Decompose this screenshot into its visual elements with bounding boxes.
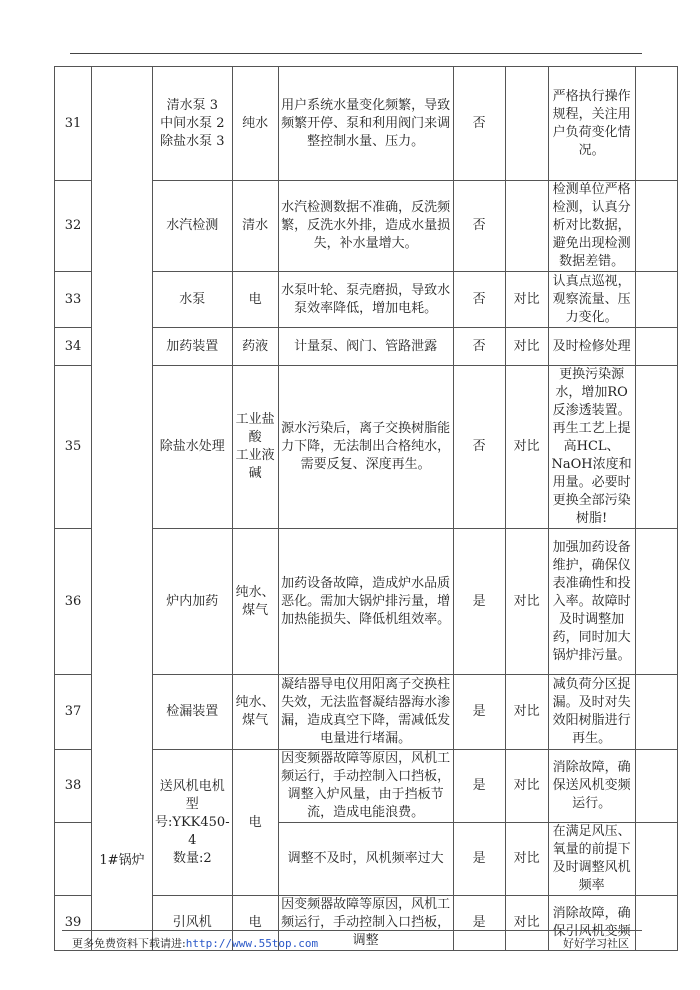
remark-cell bbox=[635, 823, 677, 896]
equipment-cell: 引风机 bbox=[153, 896, 233, 951]
measure-cell: 加强加药设备维护，确保仪表准确性和投入率。故障时及时调整加药，同时加大锅炉排污量。 bbox=[548, 529, 635, 675]
boiler-label: 1#锅炉 bbox=[99, 853, 145, 868]
row-number: 31 bbox=[55, 67, 92, 181]
row-number: 37 bbox=[55, 675, 92, 750]
row-number: 33 bbox=[55, 272, 92, 328]
description-cell: 水汽检测数据不准确，反洗频繁，反洗水外排，造成水量损失，补水量增大。 bbox=[278, 181, 453, 272]
measure-cell: 检测单位严格检测，认真分析对比数据，避免出现检测数据差错。 bbox=[548, 181, 635, 272]
footer-link[interactable]: http://www.55top.com bbox=[185, 937, 319, 950]
row-number: 35 bbox=[55, 366, 92, 529]
remark-cell bbox=[635, 529, 677, 675]
measure-cell: 在满足风压、氧量的前提下及时调整风机频率 bbox=[548, 823, 635, 896]
medium-cell: 纯水、煤气 bbox=[232, 675, 278, 750]
measure-cell: 及时检修处理 bbox=[548, 328, 635, 366]
remark-cell bbox=[635, 181, 677, 272]
medium-cell: 纯水 bbox=[232, 67, 278, 181]
description-cell: 调整不及时，风机频率过大 bbox=[278, 823, 453, 896]
measure-cell: 认真点巡视，观察流量、压力变化。 bbox=[548, 272, 635, 328]
description-cell: 加药设备故障，造成炉水品质恶化。需加大锅炉排污量，增加热能损失、降低机组效率。 bbox=[278, 529, 453, 675]
footer-rule bbox=[62, 930, 642, 931]
remark-cell bbox=[635, 328, 677, 366]
monitor-cell: 对比 bbox=[505, 529, 548, 675]
major-cell: 否 bbox=[453, 272, 505, 328]
description-cell: 因变频器故障等原因，风机工频运行，手动控制入口挡板，调整 bbox=[278, 896, 453, 951]
energy-risk-table bbox=[54, 66, 678, 951]
description-cell: 计量泵、阀门、管路泄露 bbox=[278, 328, 453, 366]
remark-cell bbox=[635, 272, 677, 328]
footer-left bbox=[72, 935, 318, 951]
table-row bbox=[55, 67, 678, 181]
major-cell: 是 bbox=[453, 675, 505, 750]
remark-cell bbox=[635, 896, 677, 951]
major-cell: 否 bbox=[453, 181, 505, 272]
major-cell: 是 bbox=[453, 750, 505, 823]
remark-cell bbox=[635, 675, 677, 750]
header-rule bbox=[70, 53, 642, 54]
measure-cell: 更换污染源水，增加RO反渗透装置。再生工艺上提高HCL、NaOH浓度和用量。必要时更换全部污染树脂! bbox=[548, 366, 635, 529]
medium-cell: 电 bbox=[232, 272, 278, 328]
row-number: 38 bbox=[55, 750, 92, 823]
medium-cell: 电 bbox=[232, 750, 278, 896]
major-cell: 否 bbox=[453, 366, 505, 529]
boiler-column bbox=[92, 67, 153, 951]
measure-cell: 严格执行操作规程，关注用户负荷变化情况。 bbox=[548, 67, 635, 181]
equipment-cell: 炉内加药 bbox=[153, 529, 233, 675]
description-cell: 因变频器故障等原因，风机工频运行，手动控制入口挡板，调整入炉风量，由于挡板节流，造成电能浪费。 bbox=[278, 750, 453, 823]
equipment-cell: 水汽检测 bbox=[153, 181, 233, 272]
medium-cell: 清水 bbox=[232, 181, 278, 272]
major-cell: 是 bbox=[453, 896, 505, 951]
monitor-cell: 对比 bbox=[505, 750, 548, 823]
monitor-cell bbox=[505, 67, 548, 181]
monitor-cell: 对比 bbox=[505, 328, 548, 366]
row-number: 39 bbox=[55, 896, 92, 951]
description-cell: 凝结器导电仪用阳离子交换柱失效，无法监督凝结器海水渗漏，造成真空下降，需减低发电量进行堵漏。 bbox=[278, 675, 453, 750]
remark-cell bbox=[635, 67, 677, 181]
measure-cell: 减负荷分区捉漏。及时对失效阳树脂进行再生。 bbox=[548, 675, 635, 750]
description-cell: 水泵叶轮、泵壳磨损，导致水泵效率降低，增加电耗。 bbox=[278, 272, 453, 328]
description-cell: 源水污染后，离子交换树脂能力下降，无法制出合格纯水，需要反复、深度再生。 bbox=[278, 366, 453, 529]
row-number: 36 bbox=[55, 529, 92, 675]
monitor-cell bbox=[505, 181, 548, 272]
equipment-cell: 检漏装置 bbox=[153, 675, 233, 750]
major-cell: 是 bbox=[453, 823, 505, 896]
remark-cell bbox=[635, 750, 677, 823]
row-number bbox=[55, 823, 92, 896]
monitor-cell: 对比 bbox=[505, 896, 548, 951]
measure-cell: 消除故障，确保送风机变频运行。 bbox=[548, 750, 635, 823]
major-cell: 否 bbox=[453, 328, 505, 366]
monitor-cell: 对比 bbox=[505, 366, 548, 529]
equipment-cell: 水泵 bbox=[153, 272, 233, 328]
monitor-cell: 对比 bbox=[505, 823, 548, 896]
equipment-cell: 送风机电机型号:YKK450-4 数量:2 bbox=[153, 750, 233, 896]
row-number: 32 bbox=[55, 181, 92, 272]
monitor-cell: 对比 bbox=[505, 675, 548, 750]
remark-cell bbox=[635, 366, 677, 529]
medium-cell: 电 bbox=[232, 896, 278, 951]
footer-site: 好好学习社区 bbox=[563, 937, 629, 950]
medium-cell: 药液 bbox=[232, 328, 278, 366]
row-number: 34 bbox=[55, 328, 92, 366]
major-cell: 是 bbox=[453, 529, 505, 675]
medium-cell: 纯水、煤气 bbox=[232, 529, 278, 675]
description-cell: 用户系统水量变化频繁，导致频繁开停、泵和利用阀门来调整控制水量、压力。 bbox=[278, 67, 453, 181]
monitor-cell: 对比 bbox=[505, 272, 548, 328]
footer-prefix: 更多免费资料下载请进: bbox=[72, 937, 186, 950]
major-cell: 否 bbox=[453, 67, 505, 181]
medium-cell: 工业盐酸 工业液碱 bbox=[232, 366, 278, 529]
equipment-cell: 清水泵 3 中间水泵 2 除盐水泵 3 bbox=[153, 67, 233, 181]
equipment-cell: 加药装置 bbox=[153, 328, 233, 366]
measure-cell: 消除故障，确保引风机变频 bbox=[548, 896, 635, 951]
equipment-cell: 除盐水处理 bbox=[153, 366, 233, 529]
